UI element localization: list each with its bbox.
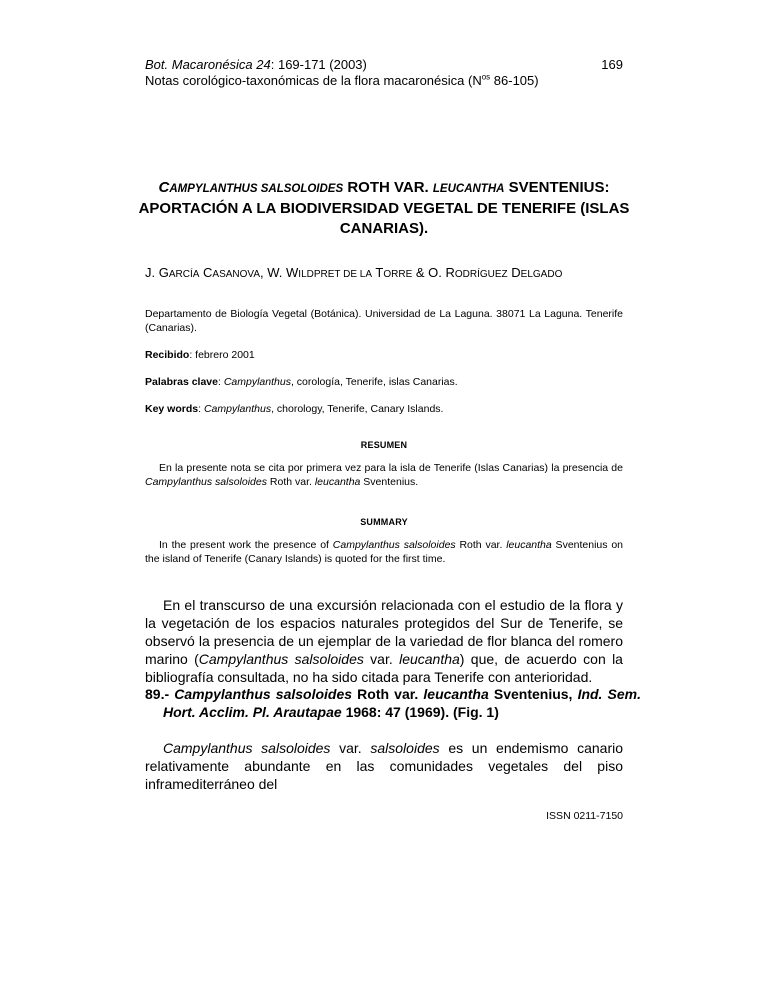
affiliation: Departamento de Biología Vegetal (Botánica). Universidad de La Laguna. 38071 La Laguna. Tenerife (Canarias). [145, 308, 623, 334]
article-title [130, 178, 638, 239]
authors: J. GARCÍA CASANOVA, W. WILDPRET DE LA TORRE & O. RODRÍGUEZ DELGADO [145, 265, 563, 280]
summary-body: In the present work the presence of Campylanthus salsoloides Roth var. leucantha Sventenius on the island of Tenerife (Canary Islands) is quoted for the first time. [145, 539, 624, 565]
resumen-heading: RESUMEN [360, 440, 408, 450]
intro-paragraph: En el transcurso de una excursión relacionada con el estudio de la flora y la vegetación de los espacios naturales protegidos del Sur de Tenerife, se observó la presencia de un ejemplar de la variedad de flor blanca del romero marino (Campylanthus salsoloides var. leucantha) que, de acuerdo con la bibliografía consultada, no ha sido citada para Tenerife con anterioridad. [145, 597, 623, 685]
title-line-3: CANARIAS). [339, 220, 429, 237]
keywords-en: Key words: Campylanthus, chorology, Tenerife, Canary Islands. [145, 403, 444, 415]
issn: ISSN 0211-7150 [546, 810, 623, 822]
series-title: Notas corológico-taxonómicas de la flora macaronésica ($N^{os}$ 86-105) [145, 72, 539, 88]
citation: Bot. Macaronésica 24: 169-171 (2003) [145, 57, 367, 72]
resumen-body: En la presente nota se cita por primera vez para la isla de Tenerife (Islas Canarias) la presencia de Campylanthus salsoloides Roth var. leucantha Sventenius. [145, 462, 623, 488]
title-line-1: CAMPYLANTHUS SALSOLOIDES ROTH VAR. LEUCANTHA SVENTENIUS: [158, 179, 610, 196]
keywords-es: Palabras clave: Campylanthus, corología, Tenerife, islas Canarias. [145, 376, 458, 388]
page-number: 169 [601, 57, 623, 72]
summary-heading: SUMMARY [360, 517, 408, 527]
taxon-paragraph: Campylanthus salsoloides var. salsoloides es un endemismo canario relativamente abundante en las comunidades vegetales del piso inframediterráneo del [145, 740, 624, 792]
received-date: Recibido: febrero 2001 [145, 349, 255, 361]
taxon-entry-heading: 89.- Campylanthus salsoloides Roth var. leucantha Sventenius, Ind. Sem. Hort. Acclim. Pl. Arautapae 1968: 47 (1969). (Fig. 1) [145, 686, 642, 720]
title-line-2: APORTACIÓN A LA BIODIVERSIDAD VEGETAL DE TENERIFE (ISLAS [138, 200, 630, 217]
running-header [145, 57, 623, 73]
